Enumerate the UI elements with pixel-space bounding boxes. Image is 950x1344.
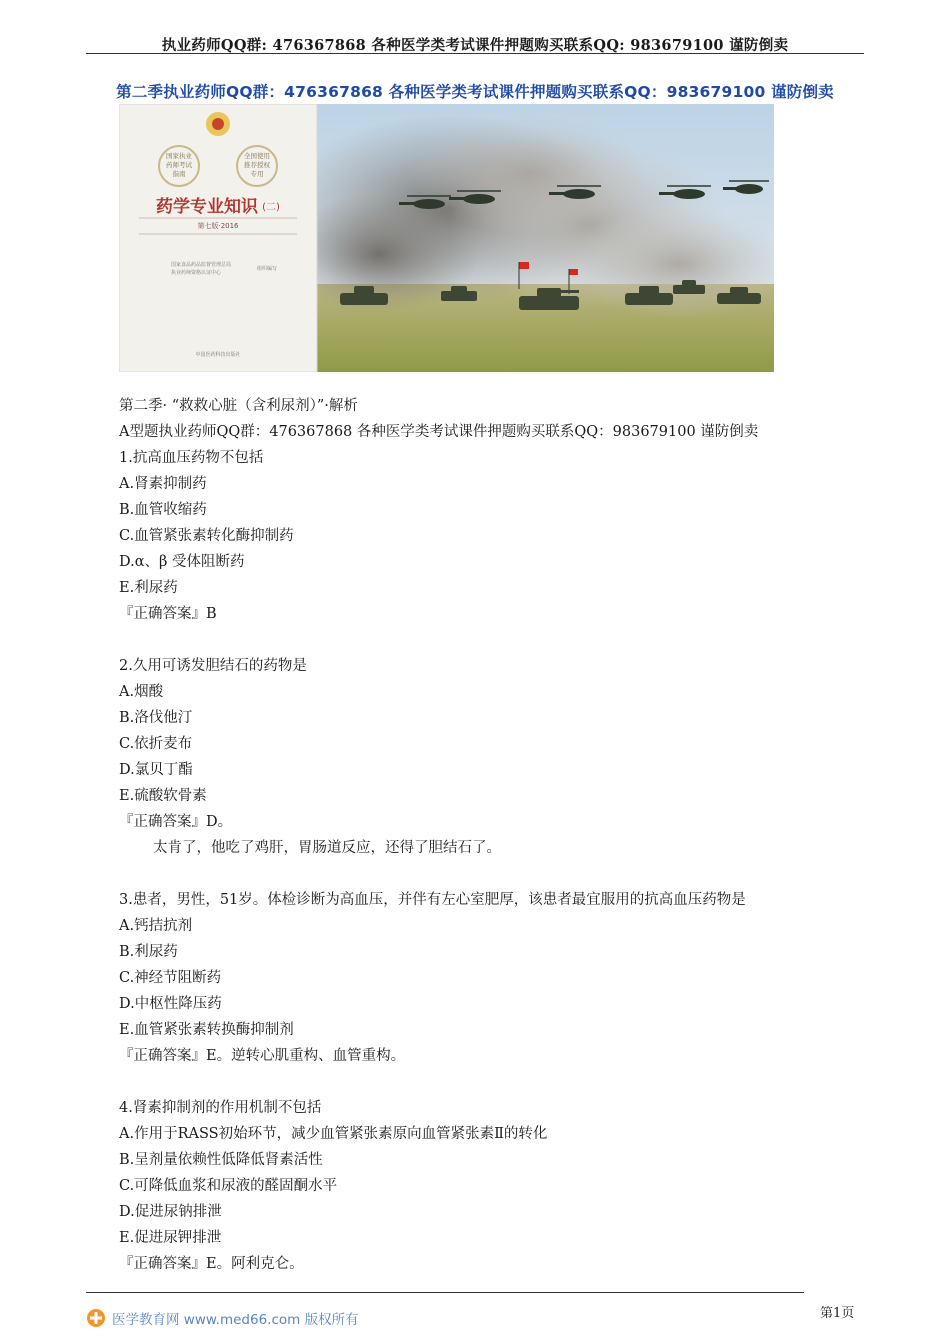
cover-editor-role: 组织编写 xyxy=(257,266,278,272)
blank-line xyxy=(119,861,879,887)
answer-option: E.硫酸软骨素 xyxy=(119,788,207,804)
correct-answer: 『正确答案』D。 xyxy=(119,814,233,830)
answer-option: B.利尿药 xyxy=(119,944,178,960)
section-title: 第二季· “救救心脏（含利尿剂）”·解析 xyxy=(119,398,358,414)
battlefield-scene xyxy=(279,104,774,372)
answer-option: C.可降低血浆和尿液的醛固酮水平 xyxy=(119,1178,338,1194)
answer-explanation: 太肯了，他吃了鸡肝，胃肠道反应，还得了胆结石了。 xyxy=(153,840,501,856)
answer-option: D.中枢性降压药 xyxy=(119,996,222,1012)
blank-line xyxy=(119,1069,879,1095)
cover-editor-line: 执业药师资格认证中心 xyxy=(171,270,222,276)
header-image xyxy=(119,104,774,372)
answer-option: D.促进尿钠排泄 xyxy=(119,1204,222,1220)
cover-publisher: 中国医药科技出版社 xyxy=(195,352,241,358)
badge-left-line: 指南 xyxy=(172,170,186,178)
answer-option: A.烟酸 xyxy=(119,684,164,700)
answer-option: D.氯贝丁酯 xyxy=(119,762,193,778)
question-stem: 4.肾素抑制剂的作用机制不包括 xyxy=(119,1100,322,1116)
footer-logo-text: 医学教育网 www.med66.com 版权所有 xyxy=(112,1312,359,1328)
cover-editor-line: 国家食品药品监督管理总局 xyxy=(171,262,232,268)
answer-option: C.神经节阻断药 xyxy=(119,970,222,986)
footer-rule xyxy=(86,1292,804,1293)
section-subtitle: A型题执业药师QQ群：476367868 各种医学类考试课件押题购买联系QQ：983679100 谨防倒卖 xyxy=(119,424,759,440)
page-number: 第1页 xyxy=(820,1306,855,1321)
question-stem: 2.久用可诱发胆结石的药物是 xyxy=(119,658,307,674)
answer-option: C.依折麦布 xyxy=(119,736,193,752)
badge-right-line: 全国使用 xyxy=(244,152,270,160)
badge-left-line: 药师考试 xyxy=(166,161,192,169)
badge-right-line: 专用 xyxy=(250,170,264,178)
badge-left-line: 国家执业 xyxy=(166,152,192,160)
promo-banner: 第二季执业药师QQ群：476367868 各种医学类考试课件押题购买联系QQ：983679100 谨防倒卖 xyxy=(116,83,834,101)
footer-logo xyxy=(86,1308,359,1328)
answer-option: E.利尿药 xyxy=(119,580,178,596)
question-stem: 1.抗高血压药物不包括 xyxy=(119,450,264,466)
question-stem: 3.患者，男性，51岁。体检诊断为高血压，并伴有左心室肥厚，该患者最宜服用的抗高血压药物是 xyxy=(119,892,746,908)
answer-option: A.作用于RASS初始环节，减少血管紧张素原向血管紧张素Ⅱ的转化 xyxy=(119,1126,548,1142)
header-rule xyxy=(86,53,864,54)
badge-right-line: 推荐授权 xyxy=(244,161,270,169)
document-body xyxy=(119,393,879,1277)
answer-option: A.钙拮抗剂 xyxy=(119,918,193,934)
answer-option: D.α、β 受体阻断药 xyxy=(119,554,245,570)
correct-answer: 『正确答案』E。逆转心肌重构、血管重构。 xyxy=(119,1048,406,1064)
blank-line xyxy=(119,627,879,653)
med66-logo-icon xyxy=(86,1308,106,1328)
cover-title-suffix: (二) xyxy=(262,202,280,213)
answer-option: A.肾素抑制药 xyxy=(119,476,207,492)
answer-option: C.血管紧张素转化酶抑制药 xyxy=(119,528,294,544)
page-header: 执业药师QQ群: 476367868 各种医学类考试课件押题购买联系QQ: 983679100 谨防倒卖 xyxy=(161,37,789,54)
cover-title: 药学专业知识 xyxy=(156,197,258,217)
answer-option: B.血管收缩药 xyxy=(119,502,207,518)
answer-option: E.血管紧张素转换酶抑制剂 xyxy=(119,1022,294,1038)
correct-answer: 『正确答案』E。阿利克仑。 xyxy=(119,1256,304,1272)
answer-option: B.呈剂量依赖性低降低肾素活性 xyxy=(119,1152,323,1168)
book-cover xyxy=(119,104,317,372)
answer-option: E.促进尿钾排泄 xyxy=(119,1230,222,1246)
correct-answer: 『正确答案』B xyxy=(119,606,217,622)
answer-option: B.洛伐他汀 xyxy=(119,710,193,726)
cover-edition: 第七版·2016 xyxy=(197,222,239,230)
